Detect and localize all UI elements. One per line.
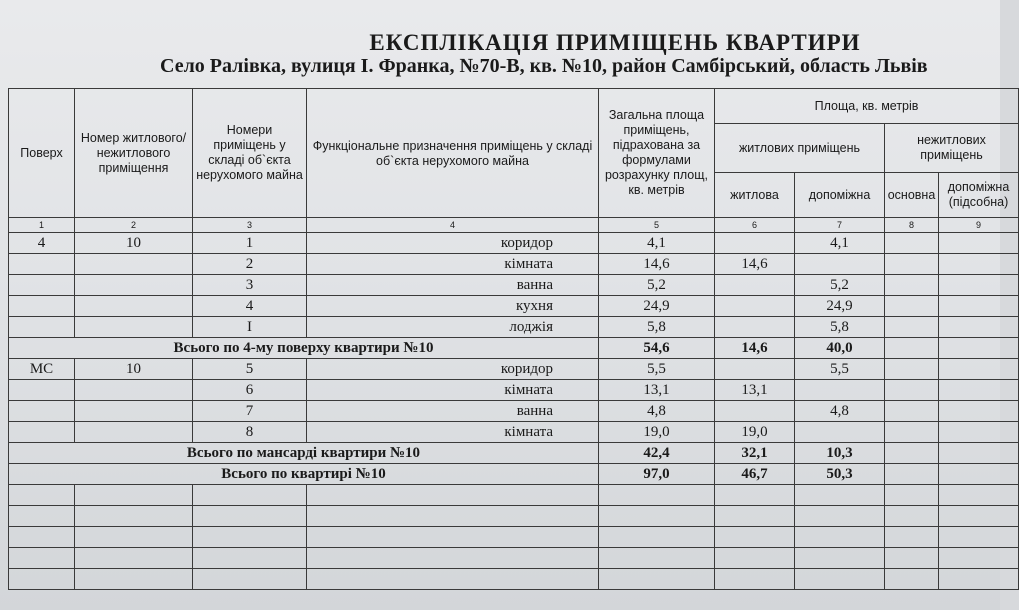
cell-total: 13,1 [599, 380, 715, 401]
cell-empty [885, 380, 939, 401]
col-num: 9 [939, 218, 1019, 233]
cell-unit [75, 380, 193, 401]
cell-room: 1 [193, 233, 307, 254]
cell-total: 4,1 [599, 233, 715, 254]
cell-empty [885, 443, 939, 464]
cell-room: 6 [193, 380, 307, 401]
table-row [9, 317, 1019, 338]
cell-unit [75, 317, 193, 338]
cell-empty [885, 338, 939, 359]
cell-unit [75, 296, 193, 317]
cell-purpose: ванна [307, 275, 599, 296]
cell-empty [885, 296, 939, 317]
col-num: 4 [307, 218, 599, 233]
total-label: Всього по 4-му поверху квартири №10 [9, 338, 599, 359]
header-living: житлова [715, 173, 795, 218]
cell-aux: 4,1 [795, 233, 885, 254]
cell-living [715, 233, 795, 254]
cell-empty [885, 317, 939, 338]
explication-table [8, 88, 1019, 590]
cell-empty [885, 359, 939, 380]
table-row [9, 401, 1019, 422]
col-num: 8 [885, 218, 939, 233]
col-num: 7 [795, 218, 885, 233]
cell-floor [9, 380, 75, 401]
cell-total: 5,2 [599, 275, 715, 296]
cell-empty [939, 422, 1019, 443]
cell-total: 5,5 [599, 359, 715, 380]
document-address: Село Ралівка, вулиця І. Франка, №70-В, кв. №10, район Самбірський, область Львів [160, 55, 928, 77]
empty-row [9, 506, 1019, 527]
cell-aux: 24,9 [795, 296, 885, 317]
table-row [9, 233, 1019, 254]
col-num: 5 [599, 218, 715, 233]
cell-purpose: ванна [307, 401, 599, 422]
cell-unit [75, 401, 193, 422]
cell-purpose: кімната [307, 254, 599, 275]
header-room-numbers: Номери приміщень у складі об`єкта нерухомого майна [193, 89, 307, 218]
cell-purpose: коридор [307, 233, 599, 254]
column-number-row [9, 218, 1019, 233]
total-label: Всього по квартирі №10 [9, 464, 599, 485]
cell-unit [75, 422, 193, 443]
cell-empty [939, 380, 1019, 401]
cell-purpose: коридор [307, 359, 599, 380]
cell-aux: 5,5 [795, 359, 885, 380]
cell-living [715, 296, 795, 317]
cell-room: 8 [193, 422, 307, 443]
cell-empty [885, 401, 939, 422]
total-area: 97,0 [599, 464, 715, 485]
cell-living: 13,1 [715, 380, 795, 401]
cell-empty [885, 422, 939, 443]
cell-aux: 5,8 [795, 317, 885, 338]
total-aux: 40,0 [795, 338, 885, 359]
cell-purpose: лоджія [307, 317, 599, 338]
total-living: 14,6 [715, 338, 795, 359]
cell-empty [939, 401, 1019, 422]
cell-floor [9, 275, 75, 296]
cell-floor [9, 254, 75, 275]
table-row [9, 254, 1019, 275]
cell-purpose: кухня [307, 296, 599, 317]
cell-empty [939, 233, 1019, 254]
cell-room: І [193, 317, 307, 338]
total-area: 54,6 [599, 338, 715, 359]
cell-unit [75, 275, 193, 296]
cell-total: 4,8 [599, 401, 715, 422]
cell-aux [795, 422, 885, 443]
header-row-1 [9, 89, 1019, 124]
cell-living: 19,0 [715, 422, 795, 443]
col-num: 2 [75, 218, 193, 233]
header-non-residential: нежитлових приміщень [885, 124, 1019, 173]
cell-total: 14,6 [599, 254, 715, 275]
header-auxiliary: допоміжна [795, 173, 885, 218]
table-row [9, 422, 1019, 443]
table-row [9, 275, 1019, 296]
cell-empty [885, 233, 939, 254]
cell-living [715, 401, 795, 422]
cell-living [715, 317, 795, 338]
cell-unit: 10 [75, 359, 193, 380]
cell-floor [9, 296, 75, 317]
header-total-area: Загальна площа приміщень, підрахована за формулами розрахунку площ, кв. метрів [599, 89, 715, 218]
cell-living: 14,6 [715, 254, 795, 275]
cell-room: 3 [193, 275, 307, 296]
cell-room: 4 [193, 296, 307, 317]
header-unit-number: Номер житлового/ нежитлового приміщення [75, 89, 193, 218]
cell-floor [9, 401, 75, 422]
cell-room: 2 [193, 254, 307, 275]
cell-floor: 4 [9, 233, 75, 254]
total-aux: 50,3 [795, 464, 885, 485]
header-area-group: Площа, кв. метрів [715, 89, 1019, 124]
table-row [9, 296, 1019, 317]
col-num: 6 [715, 218, 795, 233]
cell-empty [885, 275, 939, 296]
cell-purpose: кімната [307, 422, 599, 443]
header-aux-nonres: допоміжна (підсобна) [939, 173, 1019, 218]
cell-purpose: кімната [307, 380, 599, 401]
cell-aux [795, 254, 885, 275]
cell-empty [939, 443, 1019, 464]
header-residential: житлових приміщень [715, 124, 885, 173]
total-living: 46,7 [715, 464, 795, 485]
col-num: 1 [9, 218, 75, 233]
total-row-mansard [9, 443, 1019, 464]
cell-room: 5 [193, 359, 307, 380]
header-floor: Поверх [9, 89, 75, 218]
cell-aux [795, 380, 885, 401]
total-area: 42,4 [599, 443, 715, 464]
cell-total: 19,0 [599, 422, 715, 443]
cell-empty [939, 275, 1019, 296]
cell-empty [939, 359, 1019, 380]
col-num: 3 [193, 218, 307, 233]
cell-living [715, 359, 795, 380]
cell-empty [939, 317, 1019, 338]
cell-floor [9, 422, 75, 443]
cell-unit: 10 [75, 233, 193, 254]
header-purpose: Функціональне призначення приміщень у складі об`єкта нерухомого майна [307, 89, 599, 218]
cell-floor [9, 317, 75, 338]
empty-row [9, 527, 1019, 548]
cell-unit [75, 254, 193, 275]
document-title: ЕКСПЛІКАЦІЯ ПРИМІЩЕНЬ КВАРТИРИ [369, 30, 861, 55]
cell-total: 5,8 [599, 317, 715, 338]
cell-floor: МС [9, 359, 75, 380]
cell-empty [939, 464, 1019, 485]
empty-row [9, 485, 1019, 506]
total-row-floor4 [9, 338, 1019, 359]
cell-living [715, 275, 795, 296]
cell-empty [939, 296, 1019, 317]
total-label: Всього по мансарді квартири №10 [9, 443, 599, 464]
total-living: 32,1 [715, 443, 795, 464]
table-row [9, 380, 1019, 401]
cell-aux: 5,2 [795, 275, 885, 296]
cell-empty [885, 254, 939, 275]
cell-total: 24,9 [599, 296, 715, 317]
cell-empty [939, 338, 1019, 359]
cell-empty [885, 464, 939, 485]
total-aux: 10,3 [795, 443, 885, 464]
total-row-apartment [9, 464, 1019, 485]
header-main: основна [885, 173, 939, 218]
cell-room: 7 [193, 401, 307, 422]
cell-empty [939, 254, 1019, 275]
empty-row [9, 548, 1019, 569]
empty-row [9, 569, 1019, 590]
table-row [9, 359, 1019, 380]
cell-aux: 4,8 [795, 401, 885, 422]
